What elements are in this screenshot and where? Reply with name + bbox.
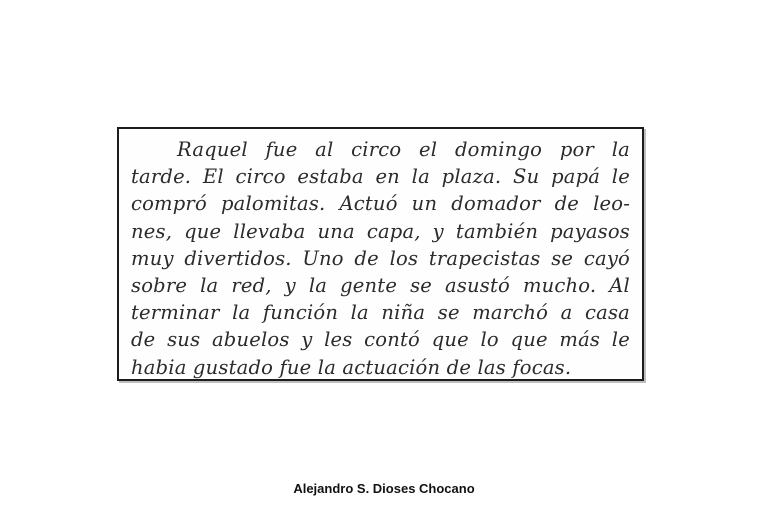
passage-line: de sus abuelos y les contó que lo que más le: [131, 328, 630, 352]
passage-line: Raquel fue al circo el domingo por la: [177, 138, 630, 161]
passage-line: compró palomitas. Actuó un domador de leo-: [131, 192, 630, 216]
passage-line: habia gustado fue la actuación de las focas.: [131, 355, 572, 379]
passage-line: terminar la función la niña se marchó a casa: [131, 301, 630, 325]
passage-box: [117, 127, 644, 381]
passage-line: nes, que llevaba una capa, y también payasos: [131, 219, 630, 243]
passage-line: tarde. El circo estaba en la plaza. Su papá le: [131, 165, 630, 189]
attribution-text: Alejandro S. Dioses Chocano: [293, 481, 475, 496]
passage-line: sobre la red, y la gente se asustó mucho. Al: [131, 274, 630, 298]
passage-line: muy divertidos. Uno de los trapecistas se cayó: [131, 246, 630, 270]
